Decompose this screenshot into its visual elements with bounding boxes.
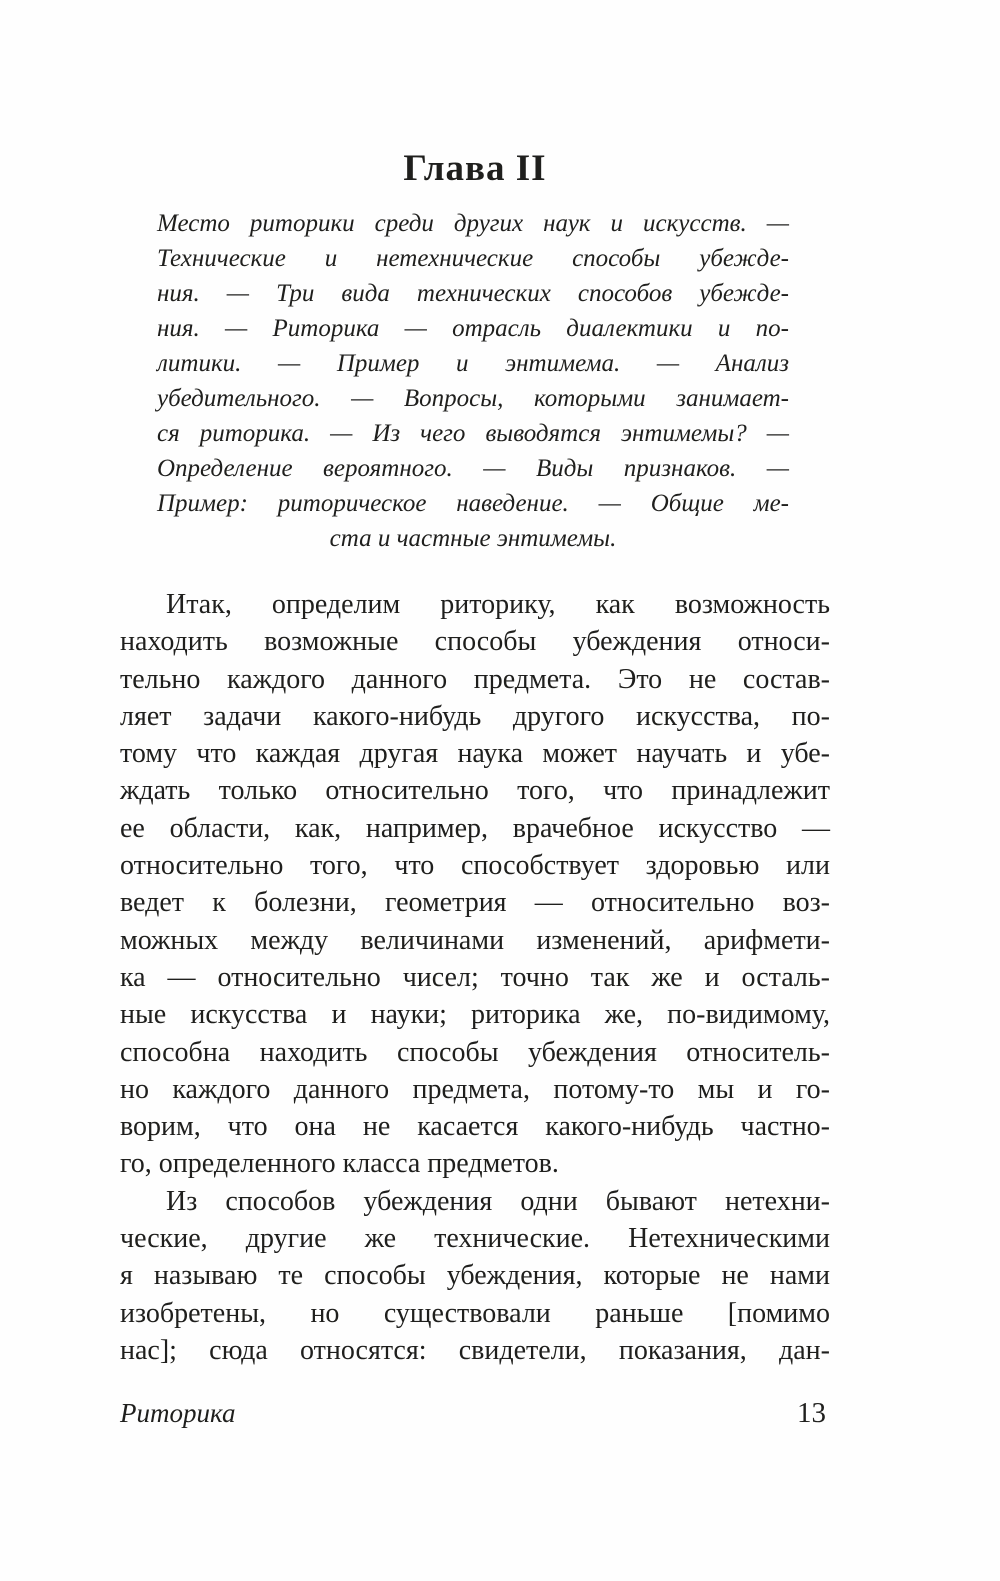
epigraph-line: ния. — Три вида технических способов убежде-: [157, 280, 789, 307]
body-line: тельно каждого данного предмета. Это не состав-: [120, 663, 830, 695]
body-line: ка — относительно чисел; точно так же и осталь-: [120, 961, 830, 993]
epigraph: [157, 206, 789, 556]
epigraph-line: ния. — Риторика — отрасль диалектики и по-: [157, 315, 789, 342]
body-line: ее области, как, например, врачебное искусство —: [120, 812, 830, 844]
body-line: я называю те способы убеждения, которые не нами: [120, 1260, 830, 1292]
body-line: относительно того, что способствует здоровью или: [120, 850, 830, 882]
body-line: способна находить способы убеждения относитель-: [120, 1036, 830, 1068]
paragraph: [120, 586, 830, 1183]
body-line: ждать только относительно того, что принадлежит: [120, 775, 830, 807]
chapter-title: Глава II: [403, 148, 547, 189]
epigraph-line: Пример: риторическое наведение. — Общие ме-: [157, 490, 789, 517]
epigraph-line: Технические и нетехнические способы убежде-: [157, 245, 789, 272]
epigraph-line: Место риторики среди других наук и искусств. —: [157, 210, 789, 237]
body-line: но каждого данного предмета, потому-то мы и го-: [120, 1073, 830, 1105]
body-line: тому что каждая другая наука может научать и убе-: [120, 738, 830, 770]
body-line: ведет к болезни, геометрия — относительно воз-: [120, 887, 830, 919]
body-line: го, определенного класса предметов.: [120, 1148, 559, 1180]
body-line: изобретены, но существовали раньше [помимо: [120, 1297, 830, 1329]
body-line: находить возможные способы убеждения относи-: [120, 626, 830, 658]
body-text: [120, 586, 830, 1369]
body-line: Итак, определим риторику, как возможность: [166, 589, 830, 620]
body-line: ворим, что она не касается какого-нибудь частно-: [120, 1111, 830, 1143]
body-line: можных между величинами изменений, арифмети-: [120, 924, 830, 956]
page-number: 13: [797, 1397, 826, 1429]
page-footer: [120, 1396, 830, 1430]
epigraph-line: ся риторика. — Из чего выводятся энтимемы? —: [157, 420, 789, 447]
epigraph-line: Определение вероятного. — Виды признаков. —: [157, 455, 789, 482]
paragraph: [120, 1183, 830, 1369]
running-title: Риторика: [120, 1398, 236, 1428]
body-line: Из способов убеждения одни бывают нетехни-: [166, 1185, 830, 1217]
body-line: ные искусства и науки; риторика же, по-видимому,: [120, 999, 830, 1031]
body-line: ческие, другие же технические. Нетехническими: [120, 1223, 830, 1255]
body-line: нас]; сюда относятся: свидетели, показания, дан-: [120, 1334, 830, 1366]
body-line: ляет задачи какого-нибудь другого искусства, по-: [120, 700, 830, 732]
epigraph-line: убедительного. — Вопросы, которыми занимает-: [157, 385, 789, 412]
epigraph-line: ста и частные энтимемы.: [329, 525, 617, 552]
epigraph-line: литики. — Пример и энтимема. — Анализ: [157, 350, 789, 377]
text-column: [120, 0, 830, 1581]
